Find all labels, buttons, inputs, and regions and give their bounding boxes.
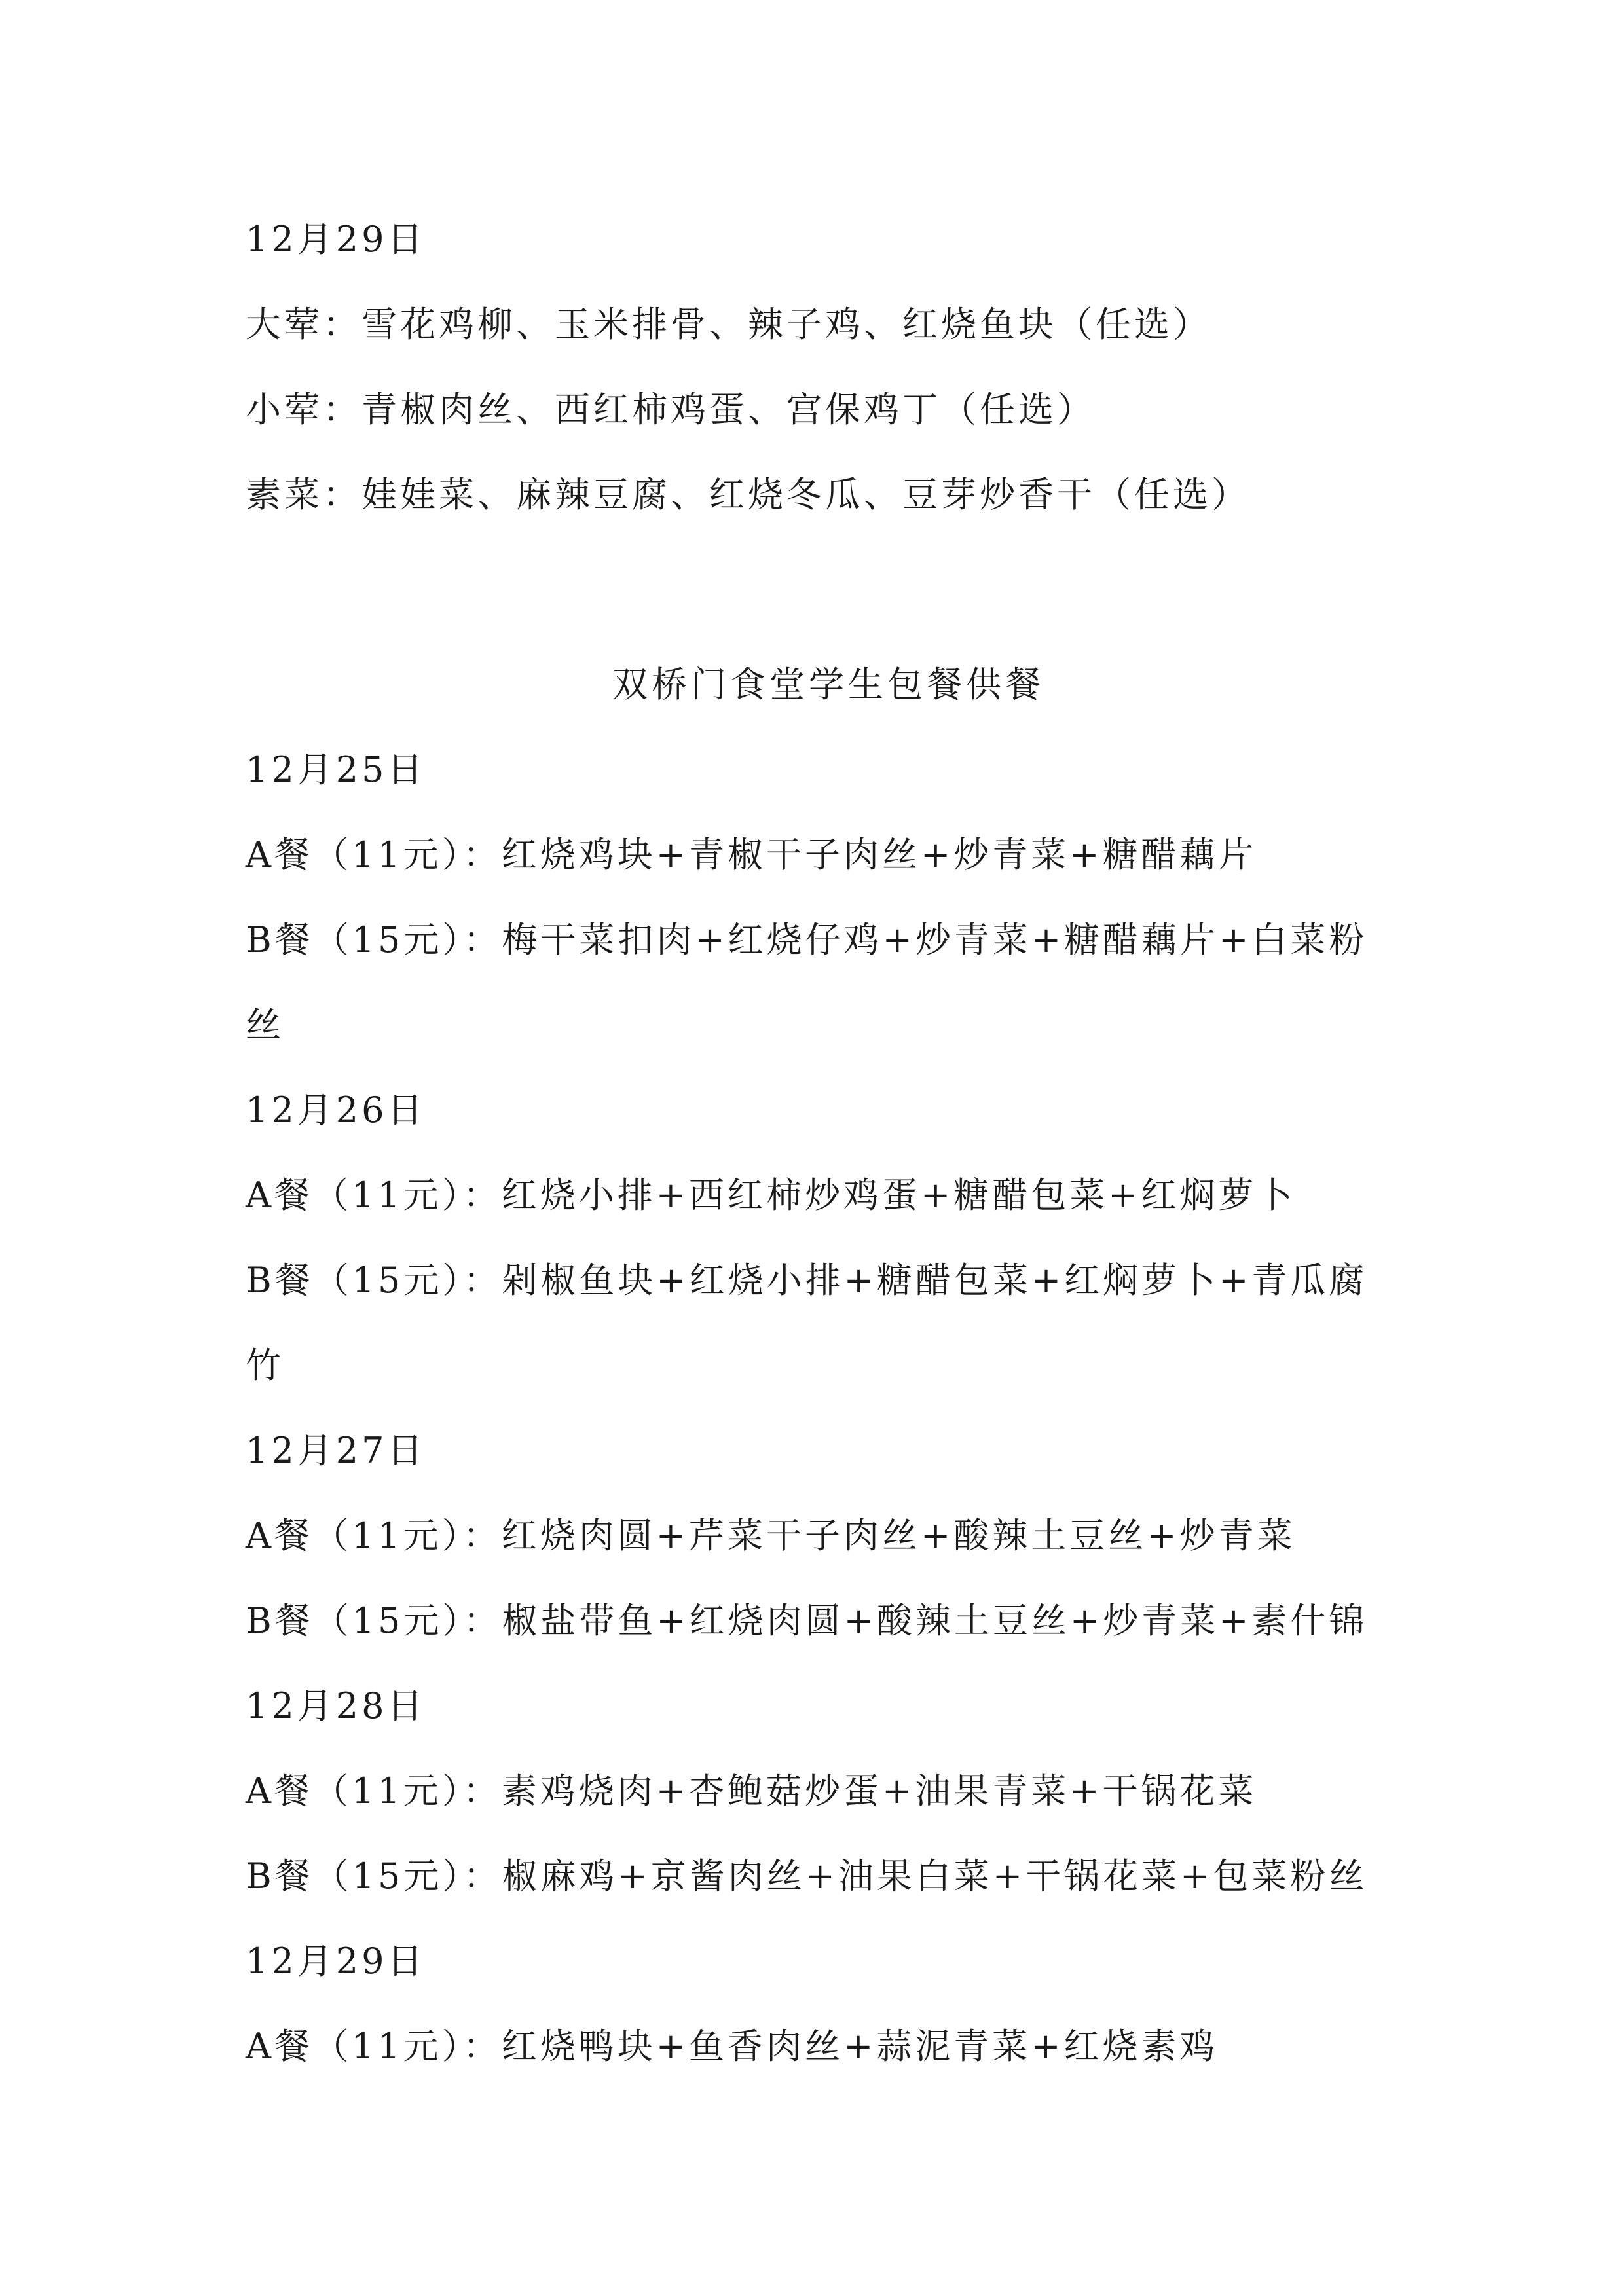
date-line: 12月25日: [246, 749, 426, 790]
meal-a-line: A餐（11元）：红烧鸭块+鱼香肉丝+蒜泥青菜+红烧素鸡: [246, 2026, 1219, 2067]
date-line: 12月29日: [246, 1941, 426, 1982]
menu-line-vegetable: 素菜：娃娃菜、麻辣豆腐、红烧冬瓜、豆芽炒香干（任选）: [246, 474, 1250, 515]
date-line: 12月27日: [246, 1430, 426, 1471]
meal-a-line: A餐（11元）：红烧鸡块+青椒干子肉丝+炒青菜+糖醋藕片: [246, 834, 1257, 875]
date-line: 12月29日: [246, 219, 426, 260]
meal-a-line: A餐（11元）：红烧小排+西红柿炒鸡蛋+糖醋包菜+红焖萝卜: [246, 1175, 1296, 1216]
date-line: 12月28日: [246, 1685, 426, 1726]
meal-a-line: A餐（11元）：红烧肉圆+芹菜干子肉丝+酸辣土豆丝+炒青菜: [246, 1515, 1296, 1556]
meal-b-line-continued: 丝: [246, 1004, 284, 1046]
section-heading: 双桥门食堂学生包餐供餐: [612, 664, 1044, 705]
document-page: [246, 208, 1398, 2100]
meal-b-line: B餐（15元）：剁椒鱼块+红烧小排+糖醋包菜+红焖萝卜+青瓜腐: [246, 1260, 1368, 1301]
section-gap: [246, 549, 1398, 653]
meal-b-line-continued: 竹: [246, 1345, 284, 1386]
meal-a-line: A餐（11元）：素鸡烧肉+杏鲍菇炒蛋+油果青菜+干锅花菜: [246, 1770, 1257, 1812]
menu-line-large-meat: 大荤：雪花鸡柳、玉米排骨、辣子鸡、红烧鱼块（任选）: [246, 304, 1211, 345]
meal-b-line: B餐（15元）：椒麻鸡+京酱肉丝+油果白菜+干锅花菜+包菜粉丝: [246, 1855, 1368, 1897]
meal-b-line: B餐（15元）：梅干菜扣肉+红烧仔鸡+炒青菜+糖醋藕片+白菜粉: [246, 919, 1368, 960]
date-line: 12月26日: [246, 1089, 426, 1131]
meal-b-line: B餐（15元）：椒盐带鱼+红烧肉圆+酸辣土豆丝+炒青菜+素什锦: [246, 1600, 1368, 1641]
menu-line-small-meat: 小荤：青椒肉丝、西红柿鸡蛋、宫保鸡丁（任选）: [246, 389, 1096, 430]
